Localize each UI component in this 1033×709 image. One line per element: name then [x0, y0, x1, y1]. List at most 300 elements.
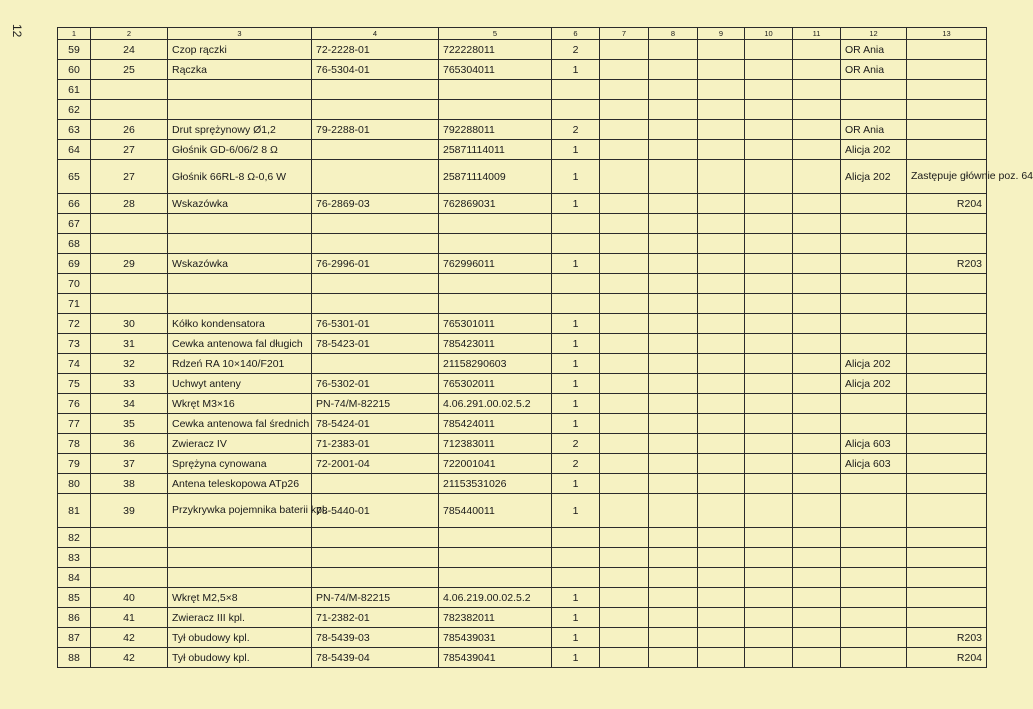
col-header: 10: [745, 28, 793, 40]
table-cell-c12: Alicja 202: [841, 374, 907, 394]
table-cell-c9: [698, 354, 745, 374]
table-row: [58, 648, 987, 668]
table-cell-c11: [793, 648, 841, 668]
table-cell-c13: [907, 354, 987, 374]
table-cell-c12: [841, 394, 907, 414]
table-cell-c8: [649, 40, 698, 60]
table-row: [58, 394, 987, 414]
table-cell-c7: [600, 394, 649, 414]
table-cell-c9: [698, 80, 745, 100]
table-cell-c13: [907, 374, 987, 394]
table-cell-c5: 21153531026: [439, 474, 552, 494]
table-cell-c8: [649, 354, 698, 374]
table-cell-c9: [698, 334, 745, 354]
table-row: [58, 60, 987, 80]
table-cell-c8: [649, 274, 698, 294]
col-header: 3: [168, 28, 312, 40]
table-cell-c4: [312, 100, 439, 120]
table-cell-c4: PN-74/M-82215: [312, 588, 439, 608]
table-cell-c1: 80: [58, 474, 91, 494]
table-cell-c12: [841, 334, 907, 354]
table-cell-c4: 71-2382-01: [312, 608, 439, 628]
table-cell-c11: [793, 414, 841, 434]
table-cell-c3: Głośnik GD-6/06/2 8 Ω: [168, 140, 312, 160]
table-cell-c9: [698, 394, 745, 414]
table-cell-c5: 785440011: [439, 494, 552, 528]
table-cell-c2: [91, 548, 168, 568]
table-cell-c4: 78-5439-04: [312, 648, 439, 668]
table-cell-c11: [793, 160, 841, 194]
table-cell-c1: 79: [58, 454, 91, 474]
table-cell-c2: 42: [91, 648, 168, 668]
col-header: 2: [91, 28, 168, 40]
table-cell-c10: [745, 274, 793, 294]
table-row: [58, 374, 987, 394]
table-cell-c1: 66: [58, 194, 91, 214]
table-cell-c6: [552, 274, 600, 294]
table-cell-c12: [841, 294, 907, 314]
table-cell-c5: 712383011: [439, 434, 552, 454]
table-cell-c6: 1: [552, 474, 600, 494]
table-cell-c5: 785424011: [439, 414, 552, 434]
table-row: [58, 414, 987, 434]
table-cell-c13: R204: [907, 648, 987, 668]
table-cell-c4: 76-5301-01: [312, 314, 439, 334]
table-cell-c4: 78-5440-01: [312, 494, 439, 528]
table-cell-c8: [649, 60, 698, 80]
table-cell-c13: [907, 274, 987, 294]
table-cell-c7: [600, 194, 649, 214]
table-cell-c9: [698, 454, 745, 474]
table-cell-c3: Zwieracz III kpl.: [168, 608, 312, 628]
table-cell-c9: [698, 234, 745, 254]
table-cell-c6: 1: [552, 588, 600, 608]
table-cell-c6: 2: [552, 40, 600, 60]
table-cell-c6: 1: [552, 314, 600, 334]
table-cell-c2: [91, 100, 168, 120]
table-cell-c8: [649, 314, 698, 334]
col-header: 5: [439, 28, 552, 40]
table-cell-c3: [168, 214, 312, 234]
table-cell-c6: 1: [552, 648, 600, 668]
table-cell-c11: [793, 120, 841, 140]
table-cell-c1: 62: [58, 100, 91, 120]
table-cell-c6: 1: [552, 140, 600, 160]
table-cell-c9: [698, 294, 745, 314]
table-row: [58, 214, 987, 234]
col-header: 12: [841, 28, 907, 40]
table-cell-c10: [745, 568, 793, 588]
table-cell-c13: [907, 140, 987, 160]
table-cell-c2: 26: [91, 120, 168, 140]
table-cell-c5: 785423011: [439, 334, 552, 354]
table-cell-c5: 782382011: [439, 608, 552, 628]
table-cell-c7: [600, 374, 649, 394]
table-cell-c1: 75: [58, 374, 91, 394]
table-cell-c7: [600, 648, 649, 668]
table-cell-c2: 31: [91, 334, 168, 354]
table-cell-c4: [312, 568, 439, 588]
table-cell-c7: [600, 474, 649, 494]
table-cell-c8: [649, 628, 698, 648]
table-cell-c13: R203: [907, 254, 987, 274]
table-cell-c8: [649, 588, 698, 608]
table-cell-c3: Wkręt M3×16: [168, 394, 312, 414]
table-cell-c3: Drut sprężynowy Ø1,2: [168, 120, 312, 140]
table-cell-c4: [312, 528, 439, 548]
table-cell-c5: 4.06.219.00.02.5.2: [439, 588, 552, 608]
table-cell-c11: [793, 274, 841, 294]
table-cell-c10: [745, 234, 793, 254]
table-cell-c12: Alicja 202: [841, 354, 907, 374]
table-cell-c9: [698, 160, 745, 194]
table-body: [58, 40, 1033, 668]
table-cell-c3: Rączka: [168, 60, 312, 80]
table-row: [58, 274, 987, 294]
table-cell-c3: [168, 100, 312, 120]
table-cell-c10: [745, 494, 793, 528]
table-cell-c2: [91, 274, 168, 294]
table-cell-c5: 25871114009: [439, 160, 552, 194]
table-cell-c10: [745, 648, 793, 668]
table-cell-c12: [841, 100, 907, 120]
table-cell-c6: 1: [552, 608, 600, 628]
table-cell-c9: [698, 40, 745, 60]
table-cell-c8: [649, 254, 698, 274]
table-cell-c5: [439, 100, 552, 120]
table-cell-c3: Kółko kondensatora: [168, 314, 312, 334]
table-cell-c10: [745, 80, 793, 100]
table-cell-c11: [793, 234, 841, 254]
table-cell-c13: [907, 494, 987, 528]
table-cell-c6: [552, 214, 600, 234]
table-cell-c12: Alicja 603: [841, 434, 907, 454]
table-cell-c8: [649, 160, 698, 194]
table-cell-c12: Alicja 202: [841, 140, 907, 160]
table-cell-c1: 84: [58, 568, 91, 588]
table-cell-c1: 69: [58, 254, 91, 274]
table-cell-c8: [649, 568, 698, 588]
table-cell-c5: 25871114011: [439, 140, 552, 160]
table-cell-c9: [698, 314, 745, 334]
table-cell-c8: [649, 454, 698, 474]
table-cell-c7: [600, 588, 649, 608]
table-cell-c11: [793, 474, 841, 494]
table-cell-c7: [600, 214, 649, 234]
table-cell-c3: [168, 234, 312, 254]
table-cell-c13: [907, 60, 987, 80]
table-cell-c7: [600, 334, 649, 354]
table-cell-c12: [841, 648, 907, 668]
table-cell-c8: [649, 608, 698, 628]
table-cell-c6: [552, 80, 600, 100]
table-cell-c13: [907, 434, 987, 454]
table-cell-c1: 88: [58, 648, 91, 668]
table-cell-c11: [793, 354, 841, 374]
table-cell-c6: 1: [552, 414, 600, 434]
table-cell-c11: [793, 608, 841, 628]
table-cell-c5: [439, 548, 552, 568]
table-cell-c2: 42: [91, 628, 168, 648]
table-row: [58, 314, 987, 334]
table-cell-c12: [841, 194, 907, 214]
table-cell-c5: [439, 528, 552, 548]
table-cell-c5: [439, 214, 552, 234]
table-cell-c9: [698, 214, 745, 234]
table-cell-c4: 76-2869-03: [312, 194, 439, 214]
table-cell-c5: 4.06.291.00.02.5.2: [439, 394, 552, 414]
table-row: [58, 548, 987, 568]
table-cell-c4: 78-5439-03: [312, 628, 439, 648]
table-cell-c11: [793, 194, 841, 214]
table-row: [58, 80, 987, 100]
table-row: [58, 120, 987, 140]
table-cell-c2: [91, 528, 168, 548]
table-cell-c2: 39: [91, 494, 168, 528]
table-cell-c7: [600, 294, 649, 314]
table-cell-c13: [907, 314, 987, 334]
table-cell-c8: [649, 214, 698, 234]
table-cell-c5: [439, 568, 552, 588]
table-cell-c7: [600, 234, 649, 254]
table-row: [58, 588, 987, 608]
table-cell-c9: [698, 434, 745, 454]
table-cell-c10: [745, 454, 793, 474]
table-cell-c1: 68: [58, 234, 91, 254]
table-cell-c3: Tył obudowy kpl.: [168, 628, 312, 648]
table-cell-c3: [168, 528, 312, 548]
table-cell-c5: 762996011: [439, 254, 552, 274]
table-cell-c10: [745, 194, 793, 214]
table-cell-c2: 25: [91, 60, 168, 80]
table-cell-c5: [439, 234, 552, 254]
table-cell-c7: [600, 454, 649, 474]
table-cell-c1: 83: [58, 548, 91, 568]
table-cell-c10: [745, 160, 793, 194]
col-header: 8: [649, 28, 698, 40]
table-cell-c10: [745, 374, 793, 394]
table-cell-c6: [552, 100, 600, 120]
table-cell-c13: [907, 294, 987, 314]
table-cell-c10: [745, 394, 793, 414]
table-cell-c3: Antena teleskopowa ATp26: [168, 474, 312, 494]
table-cell-c2: 27: [91, 160, 168, 194]
col-header: 4: [312, 28, 439, 40]
table-cell-c3: Uchwyt anteny: [168, 374, 312, 394]
table-cell-c12: [841, 608, 907, 628]
table-cell-c11: [793, 494, 841, 528]
table-row: [58, 354, 987, 374]
table-cell-c2: 35: [91, 414, 168, 434]
table-cell-c6: [552, 234, 600, 254]
table-cell-c8: [649, 548, 698, 568]
table-cell-c5: [439, 80, 552, 100]
table-cell-c4: [312, 140, 439, 160]
table-cell-c7: [600, 140, 649, 160]
table-row: [58, 140, 987, 160]
table-cell-c6: 1: [552, 334, 600, 354]
table-cell-c5: 21158290603: [439, 354, 552, 374]
table-cell-c3: [168, 274, 312, 294]
table-cell-c10: [745, 608, 793, 628]
table-cell-c10: [745, 120, 793, 140]
table-cell-c1: 65: [58, 160, 91, 194]
table-cell-c10: [745, 354, 793, 374]
table-row: [58, 40, 987, 60]
table-cell-c2: 38: [91, 474, 168, 494]
table-cell-c2: 34: [91, 394, 168, 414]
table-cell-c6: [552, 528, 600, 548]
table-row: [58, 334, 987, 354]
table-cell-c4: 76-5304-01: [312, 60, 439, 80]
table-cell-c7: [600, 100, 649, 120]
table-cell-c2: 30: [91, 314, 168, 334]
table-cell-c4: [312, 548, 439, 568]
table-cell-c4: [312, 354, 439, 374]
table-cell-c2: 37: [91, 454, 168, 474]
table-cell-c2: [91, 214, 168, 234]
table-cell-c6: 1: [552, 628, 600, 648]
table-cell-c3: Cewka antenowa fal długich: [168, 334, 312, 354]
table-cell-c3: Tył obudowy kpl.: [168, 648, 312, 668]
table-cell-c9: [698, 628, 745, 648]
table-cell-c1: 74: [58, 354, 91, 374]
table-cell-c9: [698, 100, 745, 120]
table-row: [58, 454, 987, 474]
table-cell-c9: [698, 414, 745, 434]
table-cell-c4: [312, 160, 439, 194]
table-cell-c8: [649, 234, 698, 254]
table-cell-c9: [698, 140, 745, 160]
table-cell-c7: [600, 274, 649, 294]
table-cell-c10: [745, 414, 793, 434]
table-cell-c11: [793, 334, 841, 354]
table-cell-c13: [907, 40, 987, 60]
table-cell-c9: [698, 608, 745, 628]
table-cell-c9: [698, 588, 745, 608]
table-row: [58, 474, 987, 494]
table-cell-c2: 29: [91, 254, 168, 274]
table-cell-c12: [841, 528, 907, 548]
table-cell-c1: 81: [58, 494, 91, 528]
table-cell-c7: [600, 494, 649, 528]
table-cell-c11: [793, 528, 841, 548]
table-cell-c11: [793, 314, 841, 334]
table-cell-c7: [600, 548, 649, 568]
table-cell-c3: Przykrywka pojemnika baterii kpl.: [168, 494, 312, 528]
table-cell-c2: 33: [91, 374, 168, 394]
table-cell-c6: [552, 568, 600, 588]
table-cell-c10: [745, 214, 793, 234]
table-cell-c6: 1: [552, 254, 600, 274]
table-cell-c8: [649, 194, 698, 214]
table-cell-c11: [793, 214, 841, 234]
table-cell-c11: [793, 548, 841, 568]
table-cell-c4: [312, 274, 439, 294]
table-cell-c4: 76-2996-01: [312, 254, 439, 274]
table-cell-c7: [600, 160, 649, 194]
table-cell-c8: [649, 474, 698, 494]
table-cell-c11: [793, 294, 841, 314]
table-cell-c1: 72: [58, 314, 91, 334]
table-cell-c10: [745, 474, 793, 494]
table-cell-c12: [841, 214, 907, 234]
table-cell-c7: [600, 354, 649, 374]
table-cell-c12: [841, 234, 907, 254]
table-cell-c6: 1: [552, 394, 600, 414]
table-cell-c12: [841, 314, 907, 334]
table-cell-c1: 82: [58, 528, 91, 548]
table-cell-c10: [745, 40, 793, 60]
table-cell-c4: [312, 214, 439, 234]
table-cell-c3: Wkręt M2,5×8: [168, 588, 312, 608]
table-cell-c3: Wskazówka: [168, 254, 312, 274]
table-cell-c6: [552, 294, 600, 314]
table-cell-c6: 2: [552, 454, 600, 474]
table-cell-c5: 722228011: [439, 40, 552, 60]
table-cell-c9: [698, 548, 745, 568]
table-row: [58, 494, 987, 528]
table-cell-c6: 1: [552, 354, 600, 374]
table-row: [58, 194, 987, 214]
table-cell-c6: 1: [552, 160, 600, 194]
table-cell-c13: [907, 394, 987, 414]
table-row: [58, 234, 987, 254]
table-cell-c7: [600, 608, 649, 628]
table-cell-c10: [745, 548, 793, 568]
table-cell-c4: 72-2228-01: [312, 40, 439, 60]
table-cell-c6: [552, 548, 600, 568]
table-cell-c1: 73: [58, 334, 91, 354]
table-cell-c11: [793, 454, 841, 474]
table-cell-c5: 762869031: [439, 194, 552, 214]
table-cell-c1: 63: [58, 120, 91, 140]
table-cell-c7: [600, 434, 649, 454]
table-cell-c8: [649, 80, 698, 100]
table-cell-c12: [841, 414, 907, 434]
table-cell-c8: [649, 494, 698, 528]
col-header: 7: [600, 28, 649, 40]
table-cell-c7: [600, 80, 649, 100]
table-cell-c8: [649, 294, 698, 314]
table-cell-c8: [649, 648, 698, 668]
table-cell-c11: [793, 254, 841, 274]
table-cell-c6: 2: [552, 120, 600, 140]
table-cell-c13: [907, 80, 987, 100]
table-cell-c13: Zastępuje głównie poz. 64: [907, 160, 987, 194]
table-cell-c3: Czop rączki: [168, 40, 312, 60]
table-cell-c11: [793, 628, 841, 648]
table-row: [58, 254, 987, 274]
table-cell-c2: [91, 294, 168, 314]
table-cell-c8: [649, 394, 698, 414]
table-cell-c1: 59: [58, 40, 91, 60]
table-cell-c4: 78-5423-01: [312, 334, 439, 354]
table-row: [58, 294, 987, 314]
table-cell-c7: [600, 120, 649, 140]
col-header: 13: [907, 28, 987, 40]
table-cell-c13: [907, 548, 987, 568]
table-cell-c13: [907, 608, 987, 628]
table-cell-c2: 32: [91, 354, 168, 374]
table-cell-c3: Zwieracz IV: [168, 434, 312, 454]
table-cell-c9: [698, 474, 745, 494]
table-cell-c12: Alicja 603: [841, 454, 907, 474]
table-cell-c13: [907, 100, 987, 120]
table-cell-c2: 40: [91, 588, 168, 608]
table-cell-c2: [91, 234, 168, 254]
table-cell-c13: [907, 568, 987, 588]
